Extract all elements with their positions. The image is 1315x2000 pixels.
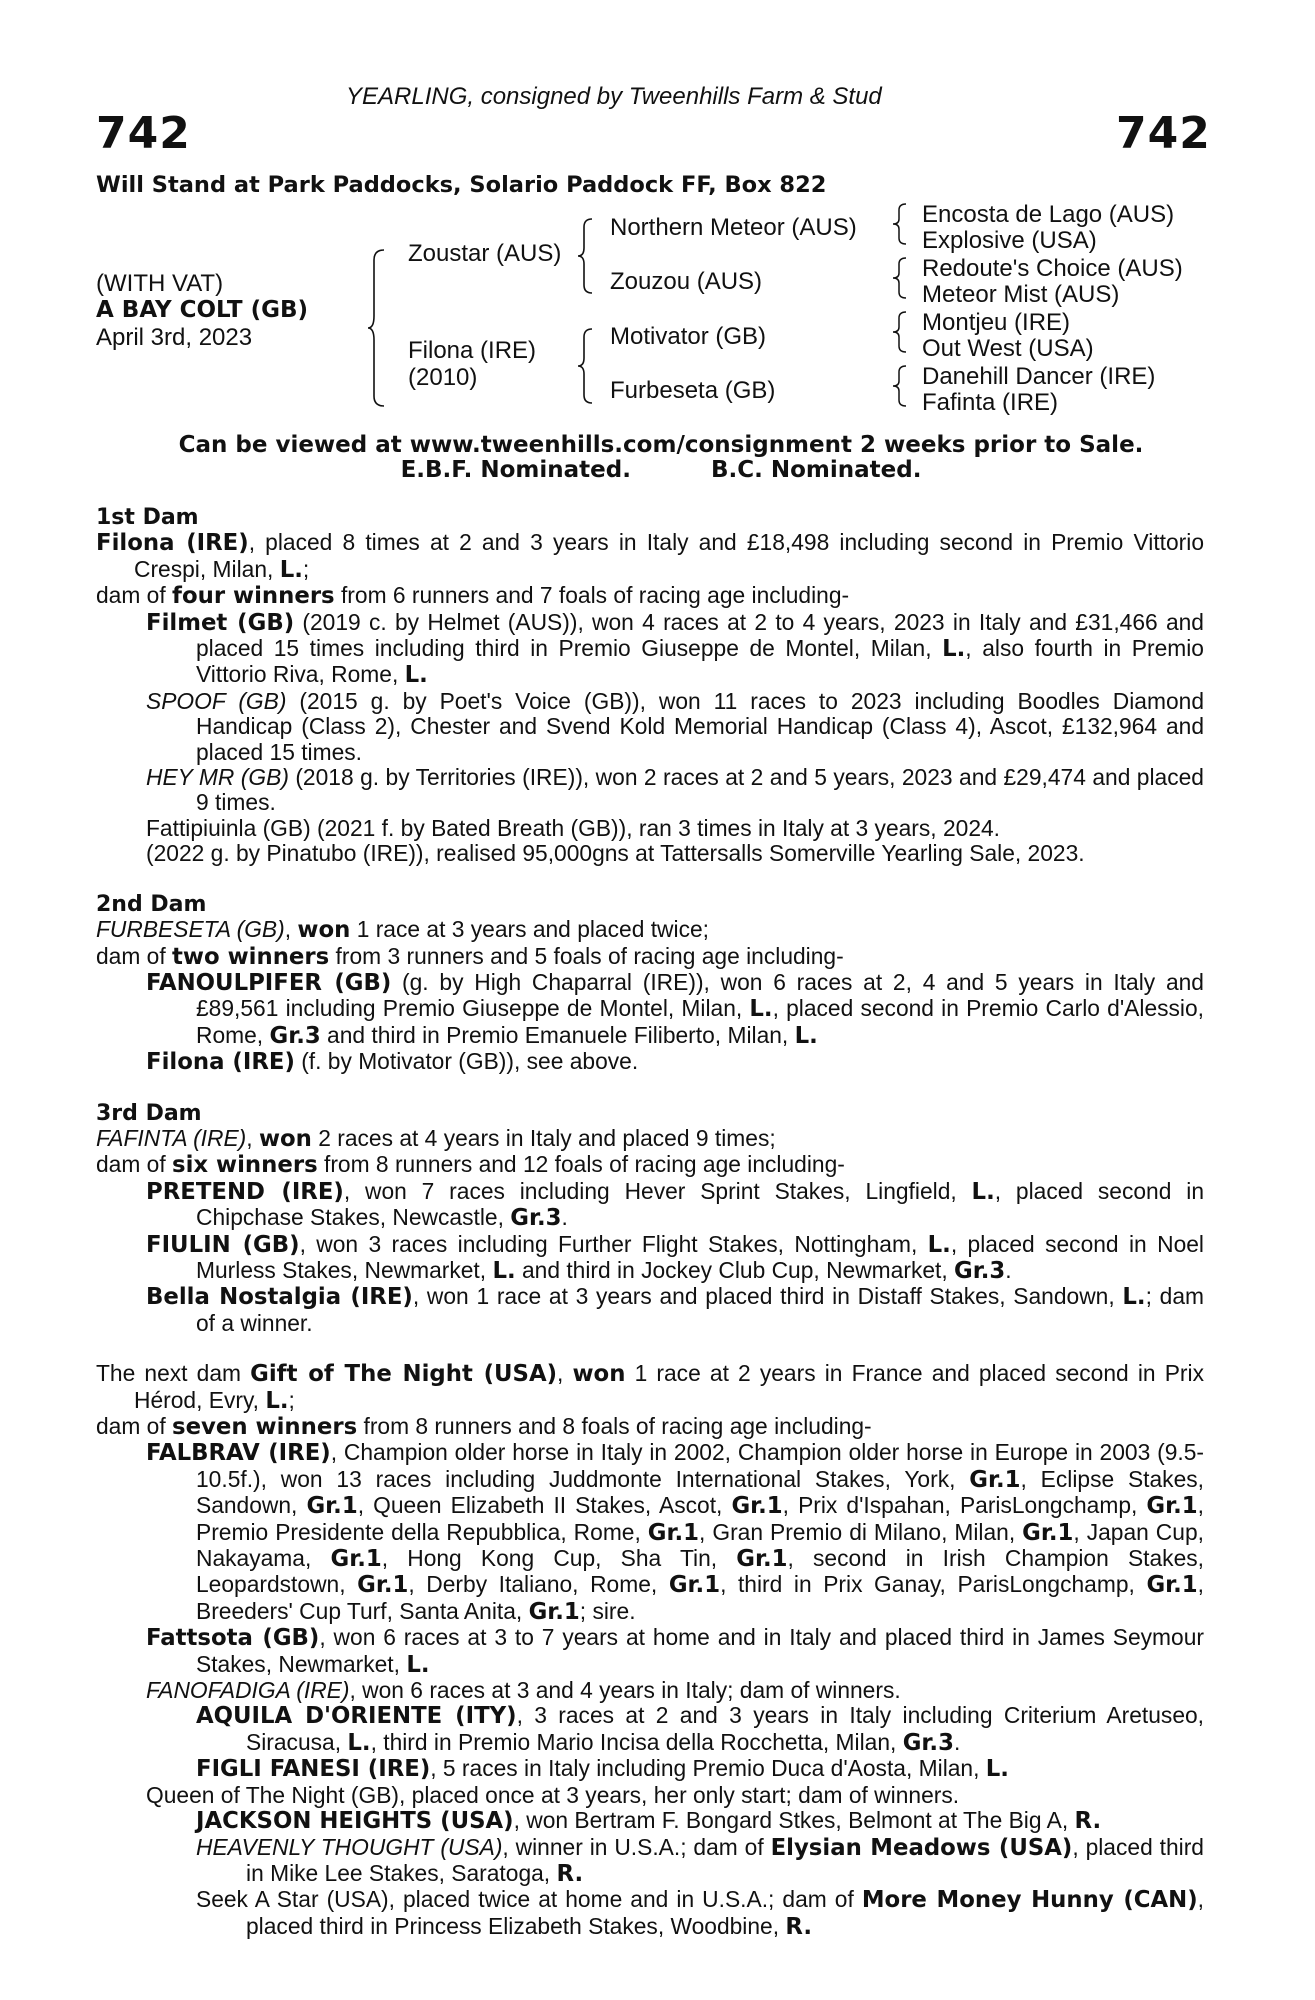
second-dam-produce-summary: dam of two winners from 3 runners and 5 foals of racing age including- [96,942,844,970]
next-dam-foal-falbrav: FALBRAV (IRE), Champion older horse in Italy in 2002, Champion older horse in Europe in 2003 (9.5-10.5f.), won 13 races including Juddmonte International Stakes, York, Gr.1, Eclipse Stakes, Sandown, Gr.1, Queen Elizabeth II Stakes, Ascot, Gr.1, Prix d'Ispahan, ParisLongchamp, Gr.1, Premio Presidente della Repubblica, Rome, Gr.1, Gran Premio di Milano, Milan, Gr.1, Japan Cup, Nakayama, Gr.1, Hong Kong Cup, Sha Tin, Gr.1, second in Irish Champion Stakes, Leopardstown, Gr.1, Derby Italiano, Rome, Gr.1, third in Prix Ganay, ParisLongchamp, Gr.1, Breeders' Cup Turf, Santa Anita, Gr.1; sire. [146,1439,1205,1625]
second-dam-entry: FURBESETA (GB), won 1 race at 3 years and placed twice; [96,916,709,944]
dds: Danehill Dancer (IRE) [922,363,1156,390]
next-dam-foal-fanofadiga: FANOFADIGA (IRE), won 6 races at 3 and 4 years in Italy; dam of winners. [146,1677,901,1704]
brace-sd [890,256,908,300]
dam-sire: Motivator (GB) [610,323,767,350]
lot-number-left: 742 [96,108,191,159]
first-dam-foal-2022: (2022 g. by Pinatubo (IRE)), realised 95,000gns at Tattersalls Somerville Yearling Sale, 2023. [146,840,1085,867]
brace-dam [576,327,594,405]
dam-dam: Furbeseta (GB) [610,377,776,404]
vat-label: (WITH VAT) [96,270,224,297]
catalogue-subtitle: YEARLING, consigned by Tweenhills Farm & Stud [346,83,882,110]
first-dam-entry: Filona (IRE), placed 8 times at 2 and 3 years in Italy and £18,498 including second in Premio Vittorio Crespi, Milan, L.; [96,529,1205,583]
horse-name: A BAY COLT (GB) [96,297,309,323]
sire-name: Zoustar (AUS) [408,240,562,267]
ebf-nomination: E.B.F. Nominated. [400,457,631,483]
ssd: Explosive (USA) [922,227,1097,254]
bc-nomination: B.C. Nominated. [710,457,922,483]
sds: Redoute's Choice (AUS) [922,255,1183,282]
third-dam-heading: 3rd Dam [96,1100,202,1126]
first-dam-foal-filmet: Filmet (GB) (2019 c. by Helmet (AUS)), won 4 races at 2 to 4 years, 2023 in Italy and £31,466 and placed 15 times including third in Premio Giuseppe de Montel, Milan, L., also fourth in Premio Vittorio Riva, Rome, L. [146,608,1204,689]
second-dam-foal-filona: Filona (IRE) (f. by Motivator (GB)), see above. [146,1048,639,1076]
next-dam-entry: The next dam Gift of The Night (USA), won 1 race at 2 years in France and placed second in Prix Hérod, Evry, L.; [96,1360,1204,1414]
brace-ss [890,202,908,246]
first-dam-heading: 1st Dam [96,505,199,530]
third-dam-produce-summary: dam of six winners from 8 runners and 12 foals of racing age including- [96,1151,845,1179]
second-dam-heading: 2nd Dam [96,891,207,917]
ddd: Fafinta (IRE) [922,389,1059,416]
nominations [96,457,1226,483]
sdd: Meteor Mist (AUS) [922,281,1120,308]
sire-dam: Zouzou (AUS) [610,268,763,295]
next-dam-foal-fattsota: Fattsota (GB), won 6 races at 3 to 7 years at home and in Italy and placed third in James Seymour Stakes, Newmarket, L. [146,1624,1204,1678]
next-dam-produce-summary: dam of seven winners from 8 runners and 8 foals of racing age including- [96,1413,872,1440]
next-dam-foal-queen-of-the-night: Queen of The Night (GB), placed once at 3 years, her only start; dam of winners. [146,1781,960,1808]
first-dam-produce-summary: dam of four winners from 6 runners and 7 foals of racing age including- [96,582,850,610]
dam-year: (2010) [408,364,478,391]
second-dam-foal-fanoulpifer: FANOULPIFER (GB) (g. by High Chaparral (IRE)), won 6 races at 2, 4 and 5 years in Italy and £89,561 including Premio Giuseppe de Montel, Milan, L., placed second in Premio Carlo d'Alessio, Rome, Gr.3 and third in Premio Emanuele Filiberto, Milan, L. [146,968,1204,1049]
stand-location: Will Stand at Park Paddocks, Solario Paddock FF, Box 822 [96,172,827,198]
lot-number-right: 742 [1116,108,1211,159]
first-dam-foal-hey-mr: HEY MR (GB) (2018 g. by Territories (IRE)), won 2 races at 2 and 5 years, 2023 and £29,474 and placed 9 times. [146,764,1204,816]
third-dam-foal-pretend: PRETEND (IRE), won 7 races including Hever Sprint Stakes, Lingfield, L., placed second in Chipchase Stakes, Newcastle, Gr.3. [146,1177,1204,1232]
third-dam-foal-fiulin: FIULIN (GB), won 3 races including Further Flight Stakes, Nottingham, L., placed second in Noel Murless Stakes, Newmarket, L. and third in Jockey Club Cup, Newmarket, Gr.3. [146,1230,1204,1284]
first-dam-foal-fattipiuinla: Fattipiuinla (GB) (2021 f. by Bated Breath (GB)), ran 3 times in Italy at 3 years, 2024. [146,814,1001,841]
brace-ds [890,310,908,354]
brace-dd [890,364,908,408]
third-dam-entry: FAFINTA (IRE), won 2 races at 4 years in Italy and placed 9 times; [96,1124,776,1152]
grand-foal-aquila: AQUILA D'ORIENTE (ITY), 3 races at 2 and 3 years in Italy including Criterium Aretuseo, Siracusa, L., third in Premio Mario Incisa della Rocchetta, Milan, Gr.3. [196,1702,1205,1756]
third-dam-foal-bella-nostalgia: Bella Nostalgia (IRE), won 1 race at 3 years and placed third in Distaff Stakes, Sandown, L.; dam of a winner. [146,1283,1204,1336]
pedigree-notes [96,505,1204,1940]
grand-foal-figli-fanesi: FIGLI FANESI (IRE), 5 races in Italy including Premio Duca d'Aosta, Milan, L. [196,1755,1009,1783]
dsd: Out West (USA) [922,335,1094,362]
grand-foal-jackson-heights: JACKSON HEIGHTS (USA), won Bertram F. Bongard Stkes, Belmont at The Big A, R. [196,1807,1102,1835]
foaling-date: April 3rd, 2023 [96,324,253,351]
brace-sire [576,217,594,295]
grand-foal-seek-a-star: Seek A Star (USA), placed twice at home and in U.S.A.; dam of More Money Hunny (CAN), placed third in Princess Elizabeth Stakes, Woodbine, R. [196,1886,1204,1940]
dam-name: Filona (IRE) [408,337,537,364]
viewing-notice: Can be viewed at www.tweenhills.com/consignment 2 weeks prior to Sale. [178,432,1144,458]
dss: Montjeu (IRE) [922,309,1071,336]
sss: Encosta de Lago (AUS) [922,201,1175,228]
brace-main [366,248,386,408]
first-dam-foal-spoof: SPOOF (GB) (2015 g. by Poet's Voice (GB)), won 11 races to 2023 including Boodles Diamond Handicap (Class 2), Chester and Svend Kold Memorial Handicap (Class 4), Ascot, £132,964 and placed 15 times. [146,687,1204,765]
sire-sire: Northern Meteor (AUS) [610,214,857,241]
grand-foal-heavenly-thought: HEAVENLY THOUGHT (USA), winner in U.S.A.; dam of Elysian Meadows (USA), placed third in Mike Lee Stakes, Saratoga, R. [196,1833,1204,1887]
